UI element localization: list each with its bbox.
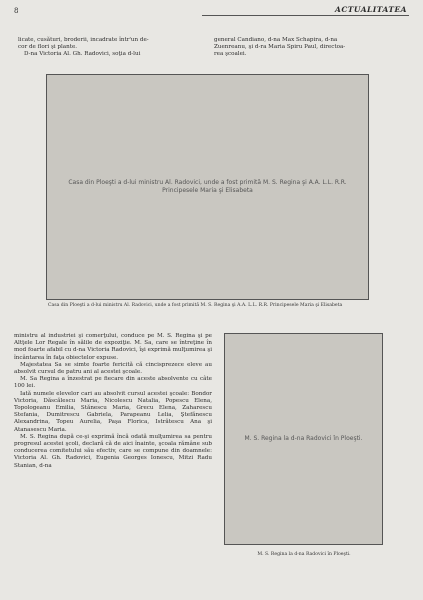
- header-rule: [202, 15, 409, 16]
- photo-radovici-house: [46, 74, 369, 300]
- paragraph: Majestatea Sa se simte foarte fericită că cincisprezece eleve au absolvit cursul de patru ani al acestei şcoale.: [14, 361, 212, 376]
- text-line: Zuenreanu, şi d-ra Maria Spiru Paul, directoa-: [214, 44, 346, 51]
- photo-queen-visit: [224, 333, 383, 545]
- body-text: [14, 333, 212, 470]
- text-line: D-na Victoria Al. Gh. Radovici, soţia d-lui: [24, 51, 141, 58]
- photo-caption-queen: M. S. Regina la d-na Radovici în Ploeşti.: [257, 552, 351, 557]
- top-text-left: [18, 37, 198, 59]
- text-line: general Candiano, d-na Max Schapira, d-na: [214, 37, 338, 43]
- page-number: 8: [14, 7, 19, 15]
- paragraph: M. Sa Regina a înzestrat pe fiecare din aceste absolvente cu câte 100 lei.: [14, 376, 212, 390]
- top-text-right: [214, 37, 408, 59]
- journal-title: ACTUALITATEA: [335, 5, 407, 14]
- photo-placeholder-label: M. S. Regina la d-na Radovici în Ploeşti.: [244, 435, 363, 442]
- text-line: rea şcoalei.: [214, 51, 247, 58]
- paragraph: M. S. Regina după ce-şi exprimă încă odată mulţumirea sa pentru progresul acestei şcoli, declară că de aici înainte, şcoala rămâne sub conducerea comitetului său efectiv, care se compune din doamnele: Victoria Al. Gh. Radovici, Eugenia Georges Ionescu, Mitzi Radu Stanian, d-na: [14, 433, 212, 469]
- paragraph: Iată numele elevelor cari au absolvit cursul acestei şcoale: Bondor Victoria, Dăscălescu Maria, Nicolescu Natalia, Popescu Elena, Topologeanu Emilia, Stănescu Maria, Grecu Elena, Zaharescu Stefania, Dumitrescu Gabriela, Parapeanu Lelia, Ştefănescu Alexandrina, Topeu Aurelia, Paşa Florica, Istrătescu Ana şi Atanasescu Maria.: [14, 390, 212, 433]
- text-line: cor de flori şi plante.: [18, 44, 78, 51]
- photo-placeholder-label: Casa din Ploeşti a d-lui ministru Al. Radovici, unde a fost primită M. S. Regina şi A.A. L.L. R.R. Principesele Maria şi Elisabeta: [68, 179, 347, 194]
- paragraph: ministru al industriei şi comerţului, conduce pe M. S. Regina şi pe Altţele Lor Regale în sălile de expoziţie. M. Sa, care se întreţine în mod foarte afabil cu d-na Victoria Radovici, îşi exprimă mulţumirea şi încântarea în faţa obiectelor expuse.: [14, 333, 212, 361]
- photo-caption-house: Casa din Ploeşti a d-lui ministru Al. Radovici, unde a fost primită M. S. Regina şi A.A. L.L. R.R. Principesele Maria şi Elisabeta: [48, 303, 343, 308]
- text-line: licate, cusături, broderii, incadrate într'un de-: [18, 37, 149, 43]
